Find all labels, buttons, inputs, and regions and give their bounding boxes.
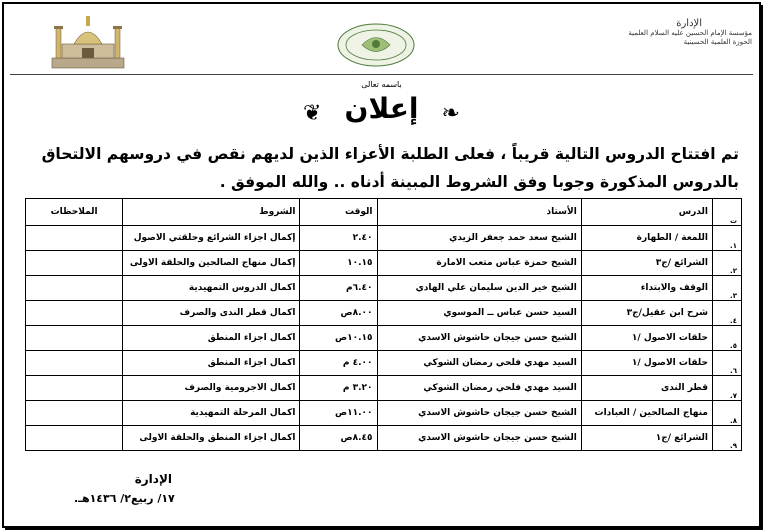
shrine-logo xyxy=(48,14,128,70)
table-row xyxy=(26,301,742,326)
row-teacher: الشيخ خير الدين سليمان علي الهادي xyxy=(377,276,581,301)
row-num: ١. xyxy=(712,226,741,251)
row-num: ٧. xyxy=(712,376,741,401)
row-lesson: منهاج الصالحين / العبادات xyxy=(581,401,712,426)
header-divider xyxy=(10,74,753,75)
table-row xyxy=(26,276,742,301)
ornament-right-icon: ❧ xyxy=(441,101,460,126)
row-num: ٦. xyxy=(712,351,741,376)
row-notes xyxy=(26,326,123,351)
row-num: ٣. xyxy=(712,276,741,301)
row-num: ٩. xyxy=(712,426,741,451)
row-teacher: الشيخ حسن جيجان حاشوش الاسدي xyxy=(377,326,581,351)
row-lesson: حلقات الاصول /١ xyxy=(581,326,712,351)
admin-label: الإدارة xyxy=(676,18,702,29)
table-header-row xyxy=(26,199,742,226)
row-notes xyxy=(26,401,123,426)
table-row xyxy=(26,426,742,451)
row-condition: اكمال الاجرومية والصرف xyxy=(123,376,300,401)
row-teacher: الشيخ حسن جيجان حاشوش الاسدي xyxy=(377,426,581,451)
title-block xyxy=(4,92,759,126)
row-time: ٦.٤٠م xyxy=(300,276,377,301)
row-time: ١١.٠٠ص xyxy=(300,401,377,426)
header-notes: الملاحظات xyxy=(26,199,123,226)
row-notes xyxy=(26,426,123,451)
signature: الإدارة xyxy=(134,472,172,486)
row-lesson: اللمعة / الطهارة xyxy=(581,226,712,251)
row-time: ١٠.١٥ xyxy=(300,251,377,276)
row-notes xyxy=(26,301,123,326)
row-condition: اكمال اجزاء المنطق والحلقة الاولى xyxy=(123,426,300,451)
row-notes xyxy=(26,226,123,251)
row-notes xyxy=(26,251,123,276)
row-condition: اكمال اجزاء المنطق xyxy=(123,326,300,351)
header-lesson: الدرس xyxy=(581,199,712,226)
institution-emblem xyxy=(336,22,416,68)
announcement-text: تم افتتاح الدروس التالية قريباً ، فعلى الطلبة الأعزاء الذين لديهم نقص في دروسهم الالتحاق بالدروس المذكورة وجوبا وفق الشروط المبينة أدناه .. والله الموفق . xyxy=(41,145,739,191)
table-row xyxy=(26,226,742,251)
table-row xyxy=(26,401,742,426)
org-line-2: الحوزة العلمية الحسينية xyxy=(683,38,752,46)
row-condition: إكمال اجزاء الشرائع وحلقتي الاصول xyxy=(123,226,300,251)
row-lesson: شرح ابن عقيل/ج٣ xyxy=(581,301,712,326)
header-conditions: الشروط xyxy=(123,199,300,226)
row-num: ٨. xyxy=(712,401,741,426)
row-condition: اكمال الدروس التمهيدية xyxy=(123,276,300,301)
row-notes xyxy=(26,351,123,376)
header-time: الوقت xyxy=(300,199,377,226)
header-num: ت xyxy=(712,199,741,226)
row-lesson: حلقات الاصول /١ xyxy=(581,351,712,376)
table-row xyxy=(26,326,742,351)
row-notes xyxy=(26,276,123,301)
basmala: باسمه تعالى xyxy=(361,80,402,89)
row-lesson: الوقف والابتداء xyxy=(581,276,712,301)
row-teacher: الشيخ سعد حمد جعفر الزيدي xyxy=(377,226,581,251)
row-time: ٤.٠٠ م xyxy=(300,351,377,376)
table-row xyxy=(26,376,742,401)
row-lesson: الشرائع /ج٣ xyxy=(581,251,712,276)
header-teacher: الأستاذ xyxy=(377,199,581,226)
announcement-date: ١٧/ ربيع٢/ ١٤٣٦هـ. xyxy=(74,492,175,505)
row-condition: اكمال قطر الندى والصرف xyxy=(123,301,300,326)
row-teacher: السيد حسن عباس ــ الموسوي xyxy=(377,301,581,326)
table-row xyxy=(26,251,742,276)
row-num: ٥. xyxy=(712,326,741,351)
announcement-title: إعلان xyxy=(344,92,419,125)
lessons-table xyxy=(25,198,742,451)
row-condition: اكمال المرحلة التمهيدية xyxy=(123,401,300,426)
row-condition: إكمال منهاج الصالحين والحلقة الاولى xyxy=(123,251,300,276)
row-num: ٤. xyxy=(712,301,741,326)
row-notes xyxy=(26,376,123,401)
row-time: ٨.٤٥ص xyxy=(300,426,377,451)
row-condition: اكمال اجزاء المنطق xyxy=(123,351,300,376)
row-teacher: الشيخ حمزة عباس متعب الامارة xyxy=(377,251,581,276)
row-teacher: الشيخ حسن جيجان حاشوش الاسدي xyxy=(377,401,581,426)
row-time: ٨.٠٠ص xyxy=(300,301,377,326)
row-time: ٣.٢٠ م xyxy=(300,376,377,401)
org-header xyxy=(594,18,752,64)
row-lesson: قطر الندى xyxy=(581,376,712,401)
row-time: ١٠.١٥ص xyxy=(300,326,377,351)
row-num: ٢. xyxy=(712,251,741,276)
row-teacher: السيد مهدي فلحي رمضان الشوكي xyxy=(377,376,581,401)
row-time: ٢.٤٠ xyxy=(300,226,377,251)
org-line-1: مؤسسة الإمام الحسين عليه السلام العلمية xyxy=(628,29,752,37)
table-row xyxy=(26,351,742,376)
row-teacher: السيد مهدي فلحي رمضان الشوكي xyxy=(377,351,581,376)
row-lesson: الشرائع /ج١ xyxy=(581,426,712,451)
ornament-left-icon: ❦ xyxy=(303,101,322,126)
